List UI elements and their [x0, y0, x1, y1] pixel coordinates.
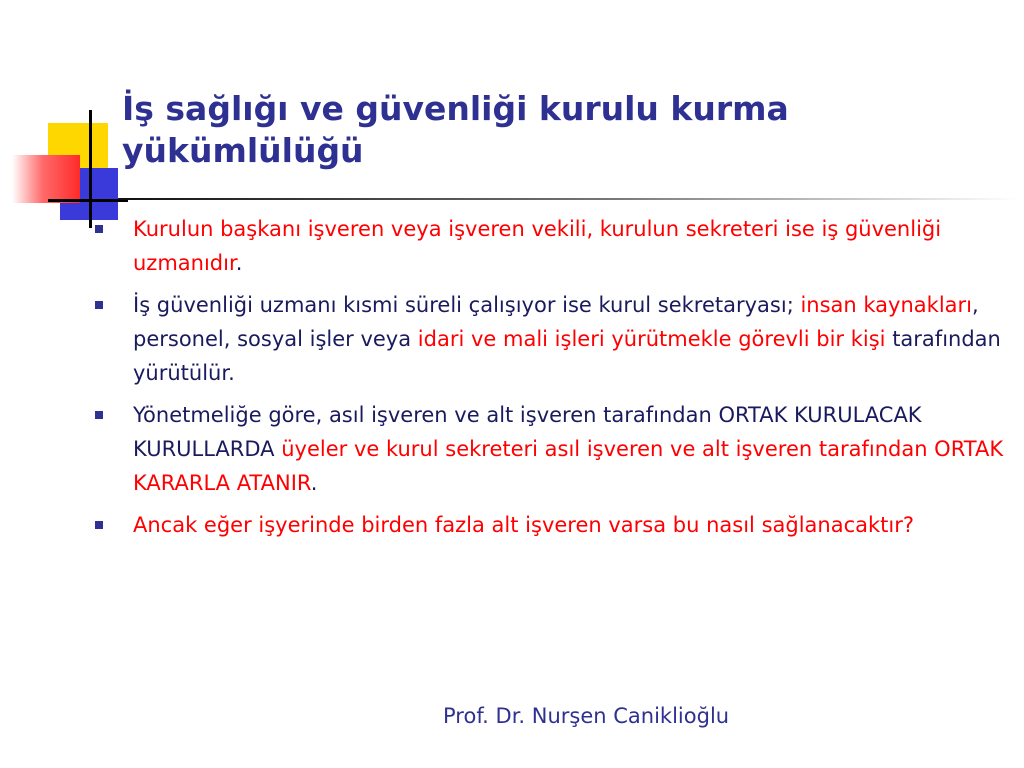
bullet-list [95, 212, 1005, 550]
bullet-text-segment: insan kaynakları [800, 293, 972, 317]
square-bullet-icon [95, 225, 103, 233]
slide-logo-decoration [0, 0, 130, 240]
bullet-text-segment: . [310, 471, 318, 495]
bullet-item [95, 398, 1005, 500]
bullet-text-segment: Ancak eğer işyerinde birden fazla alt işveren varsa bu nasıl sağlanacaktır? [133, 513, 915, 537]
bullet-text-segment: üyeler ve kurul sekreteri asıl işveren ve alt işveren tarafından ORTAK KARARLA ATANIR [133, 437, 1004, 495]
bullet-text-segment: tarafından yürütülür. [133, 327, 1001, 385]
slide-title-line-2: yükümlülüğü [122, 131, 364, 170]
slide-title-line-1: İş sağlığı ve güvenliği kurulu kurma [122, 89, 789, 128]
bullet-item [95, 288, 1005, 390]
logo-horizontal-line [48, 199, 128, 202]
bullet-text-segment: , personel, sosyal işler veya [133, 293, 979, 351]
slide-title [122, 88, 1002, 172]
author-footer: Prof. Dr. Nurşen Caniklioğlu [443, 704, 730, 728]
square-bullet-icon [95, 301, 103, 309]
bullet-item [95, 212, 1005, 280]
logo-vertical-line [89, 110, 92, 228]
bullet-text-segment: Yönetmeliğe göre, asıl işveren ve alt işveren tarafından ORTAK KURULACAK KURULLARDA [133, 403, 922, 461]
bullet-text-segment: İş güvenliği uzmanı kısmi süreli çalışıyor ise kurul sekretaryası; [133, 293, 801, 317]
bullet-item [95, 508, 1005, 542]
square-bullet-icon [95, 521, 103, 529]
bullet-text-segment: idari ve mali işleri yürütmekle görevli bir kişi [417, 327, 886, 351]
title-underline [118, 198, 1018, 200]
bullet-text-segment: Kurulun başkanı işveren veya işveren vekili, kurulun sekreteri ise iş güvenliği uzmanıdır [133, 217, 942, 275]
bullet-text-segment: . [235, 251, 243, 275]
logo-red-gradient-square [12, 155, 80, 203]
square-bullet-icon [95, 411, 103, 419]
